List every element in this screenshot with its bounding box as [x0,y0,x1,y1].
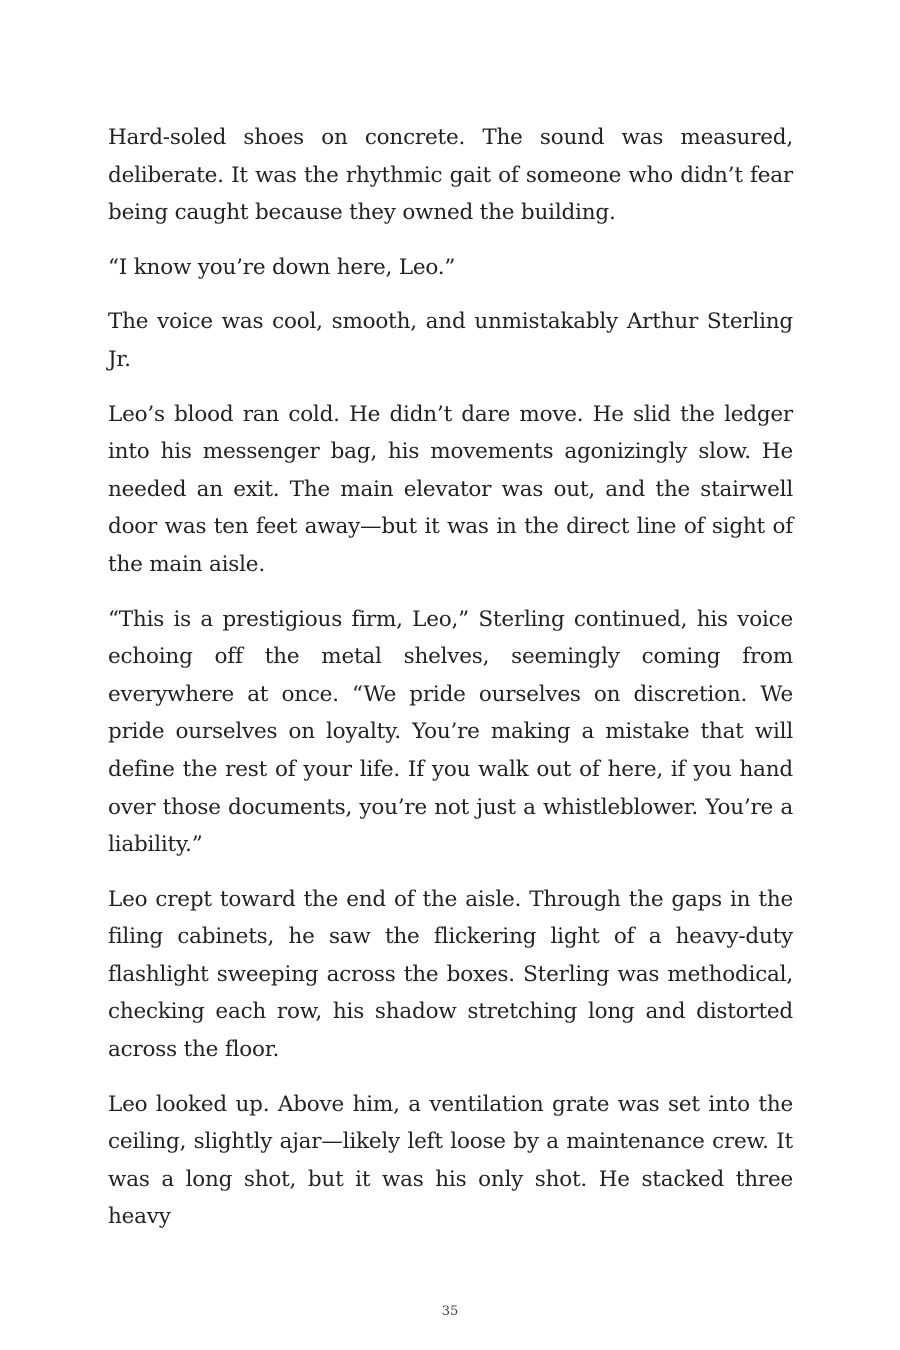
paragraph: Hard-soled shoes on concrete. The sound was measured, deliberate. It was the rhythmic gait of someone who didn’t fear being caught because they owned the building. [108,125,793,226]
body-text [108,119,793,1253]
paragraph: “I know you’re down here, Leo.” [108,254,456,280]
paragraph: Leo’s blood ran cold. He didn’t dare move. He slid the ledger into his messenger bag, his movements agonizingly slow. He needed an exit. The main elevator was out, and the stairwell door was ten feet away—but it was in the direct line of sight of the main aisle. [108,401,793,577]
paragraph: “This is a prestigious firm, Leo,” Sterling continued, his voice echoing off the metal shelves, seemingly coming from everywhere at once. “We pride ourselves on discretion. We pride ourselves on loyalty. You’re making a mistake that will define the rest of your life. If you walk out of here, if you hand over those documents, you’re not just a whistleblower. You’re a liability.” [108,606,793,858]
page-number: 35 [441,1304,459,1319]
paragraph: Leo crept toward the end of the aisle. Through the gaps in the filing cabinets, he saw the flickering light of a heavy-duty flashlight sweeping across the boxes. Sterling was methodical, checking each row, his shadow stretching long and distorted across the floor. [108,886,793,1063]
paragraph: The voice was cool, smooth, and unmistakably Arthur Sterling Jr. [108,309,793,372]
paragraph-last: Leo looked up. Above him, a ventilation grate was set into the ceiling, slightly ajar—likely left loose by a maintenance crew. It was a long shot, but it was his only shot. He stacked three heavy [108,1091,793,1230]
